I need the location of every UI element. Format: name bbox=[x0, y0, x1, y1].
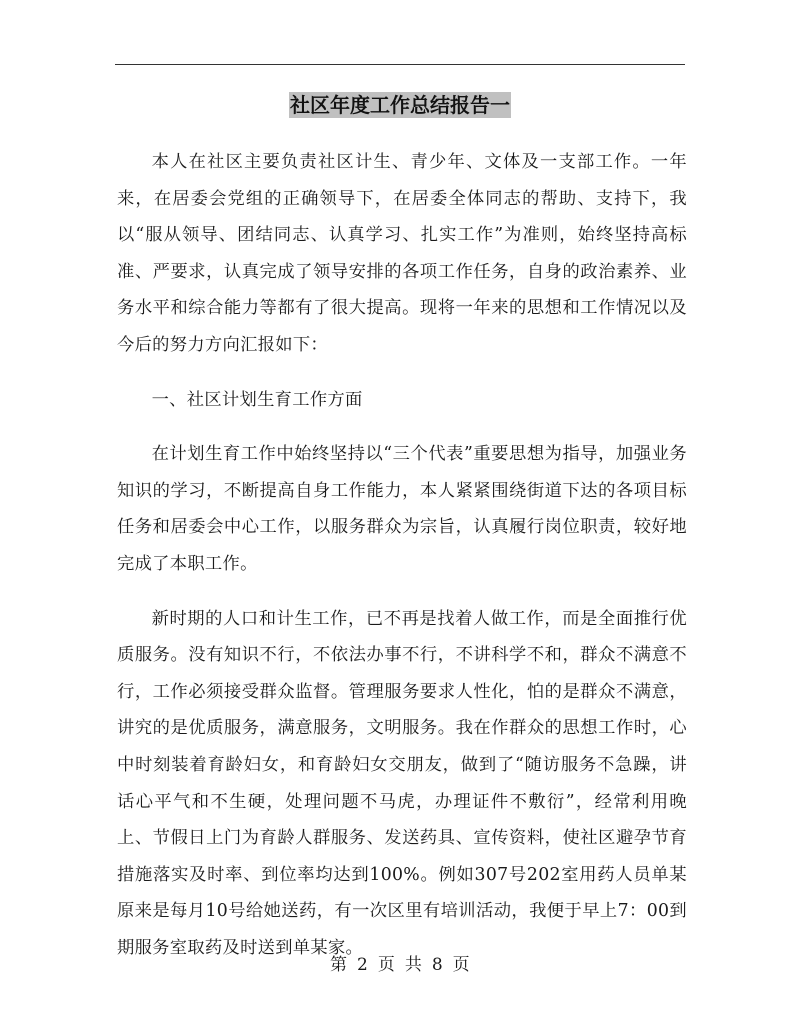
intro-paragraph: 本人在社区主要负责社区计生、青少年、文体及一支部工作。一年来，在居委会党组的正确领导下，在居委全体同志的帮助、支持下，我以“服从领导、团结同志、认真学习、扎实工作”为准则，始终坚持高标准、严要求，认真完成了领导安排的各项工作任务，自身的政治素养、业务水平和综合能力等都有了很大提高。现将一年来的思想和工作情况以及今后的努力方向汇报如下： bbox=[117, 152, 687, 355]
document-title: 社区年度工作总结报告一 bbox=[290, 93, 510, 117]
section-heading: 一、社区计划生育工作方面 bbox=[151, 389, 363, 410]
header-rule bbox=[115, 64, 685, 65]
page-number: 第 2 页 共 8 页 bbox=[330, 955, 470, 975]
body-paragraph: 在计划生育工作中始终坚持以“三个代表”重要思想为指导，加强业务知识的学习，不断提高自身工作能力，本人紧紧围绕街道下达的各项目标任务和居委会中心工作，以服务群众为宗旨，认真履行岗位职责，较好地完成了本职工作。 bbox=[117, 444, 687, 574]
document-body bbox=[117, 144, 687, 984]
body-paragraph: 新时期的人口和计生工作，已不再是找着人做工作，而是全面推行优质服务。没有知识不行，不依法办事不行，不讲科学不和，群众不满意不行，工作必须接受群众监督。管理服务要求人性化，怕的是群众不满意，讲究的是优质服务，满意服务，文明服务。我在作群众的思想工作时，心中时刻装着育龄妇女，和育龄妇女交朋友，做到了“随访服务不急躁，讲话心平气和不生硬，处理问题不马虎，办理证件不敷衍”，经常利用晚上、节假日上门为育龄人群服务、发送药具、宣传资料，使社区避孕节育措施落实及时率、到位率均达到100%。例如307号202室用药人员单某原来是每月10号给她送药，有一次区里有培训活动，我便于早上7：00到期服务室取药及时送到单某家。 bbox=[117, 608, 687, 958]
title-container bbox=[0, 92, 800, 118]
